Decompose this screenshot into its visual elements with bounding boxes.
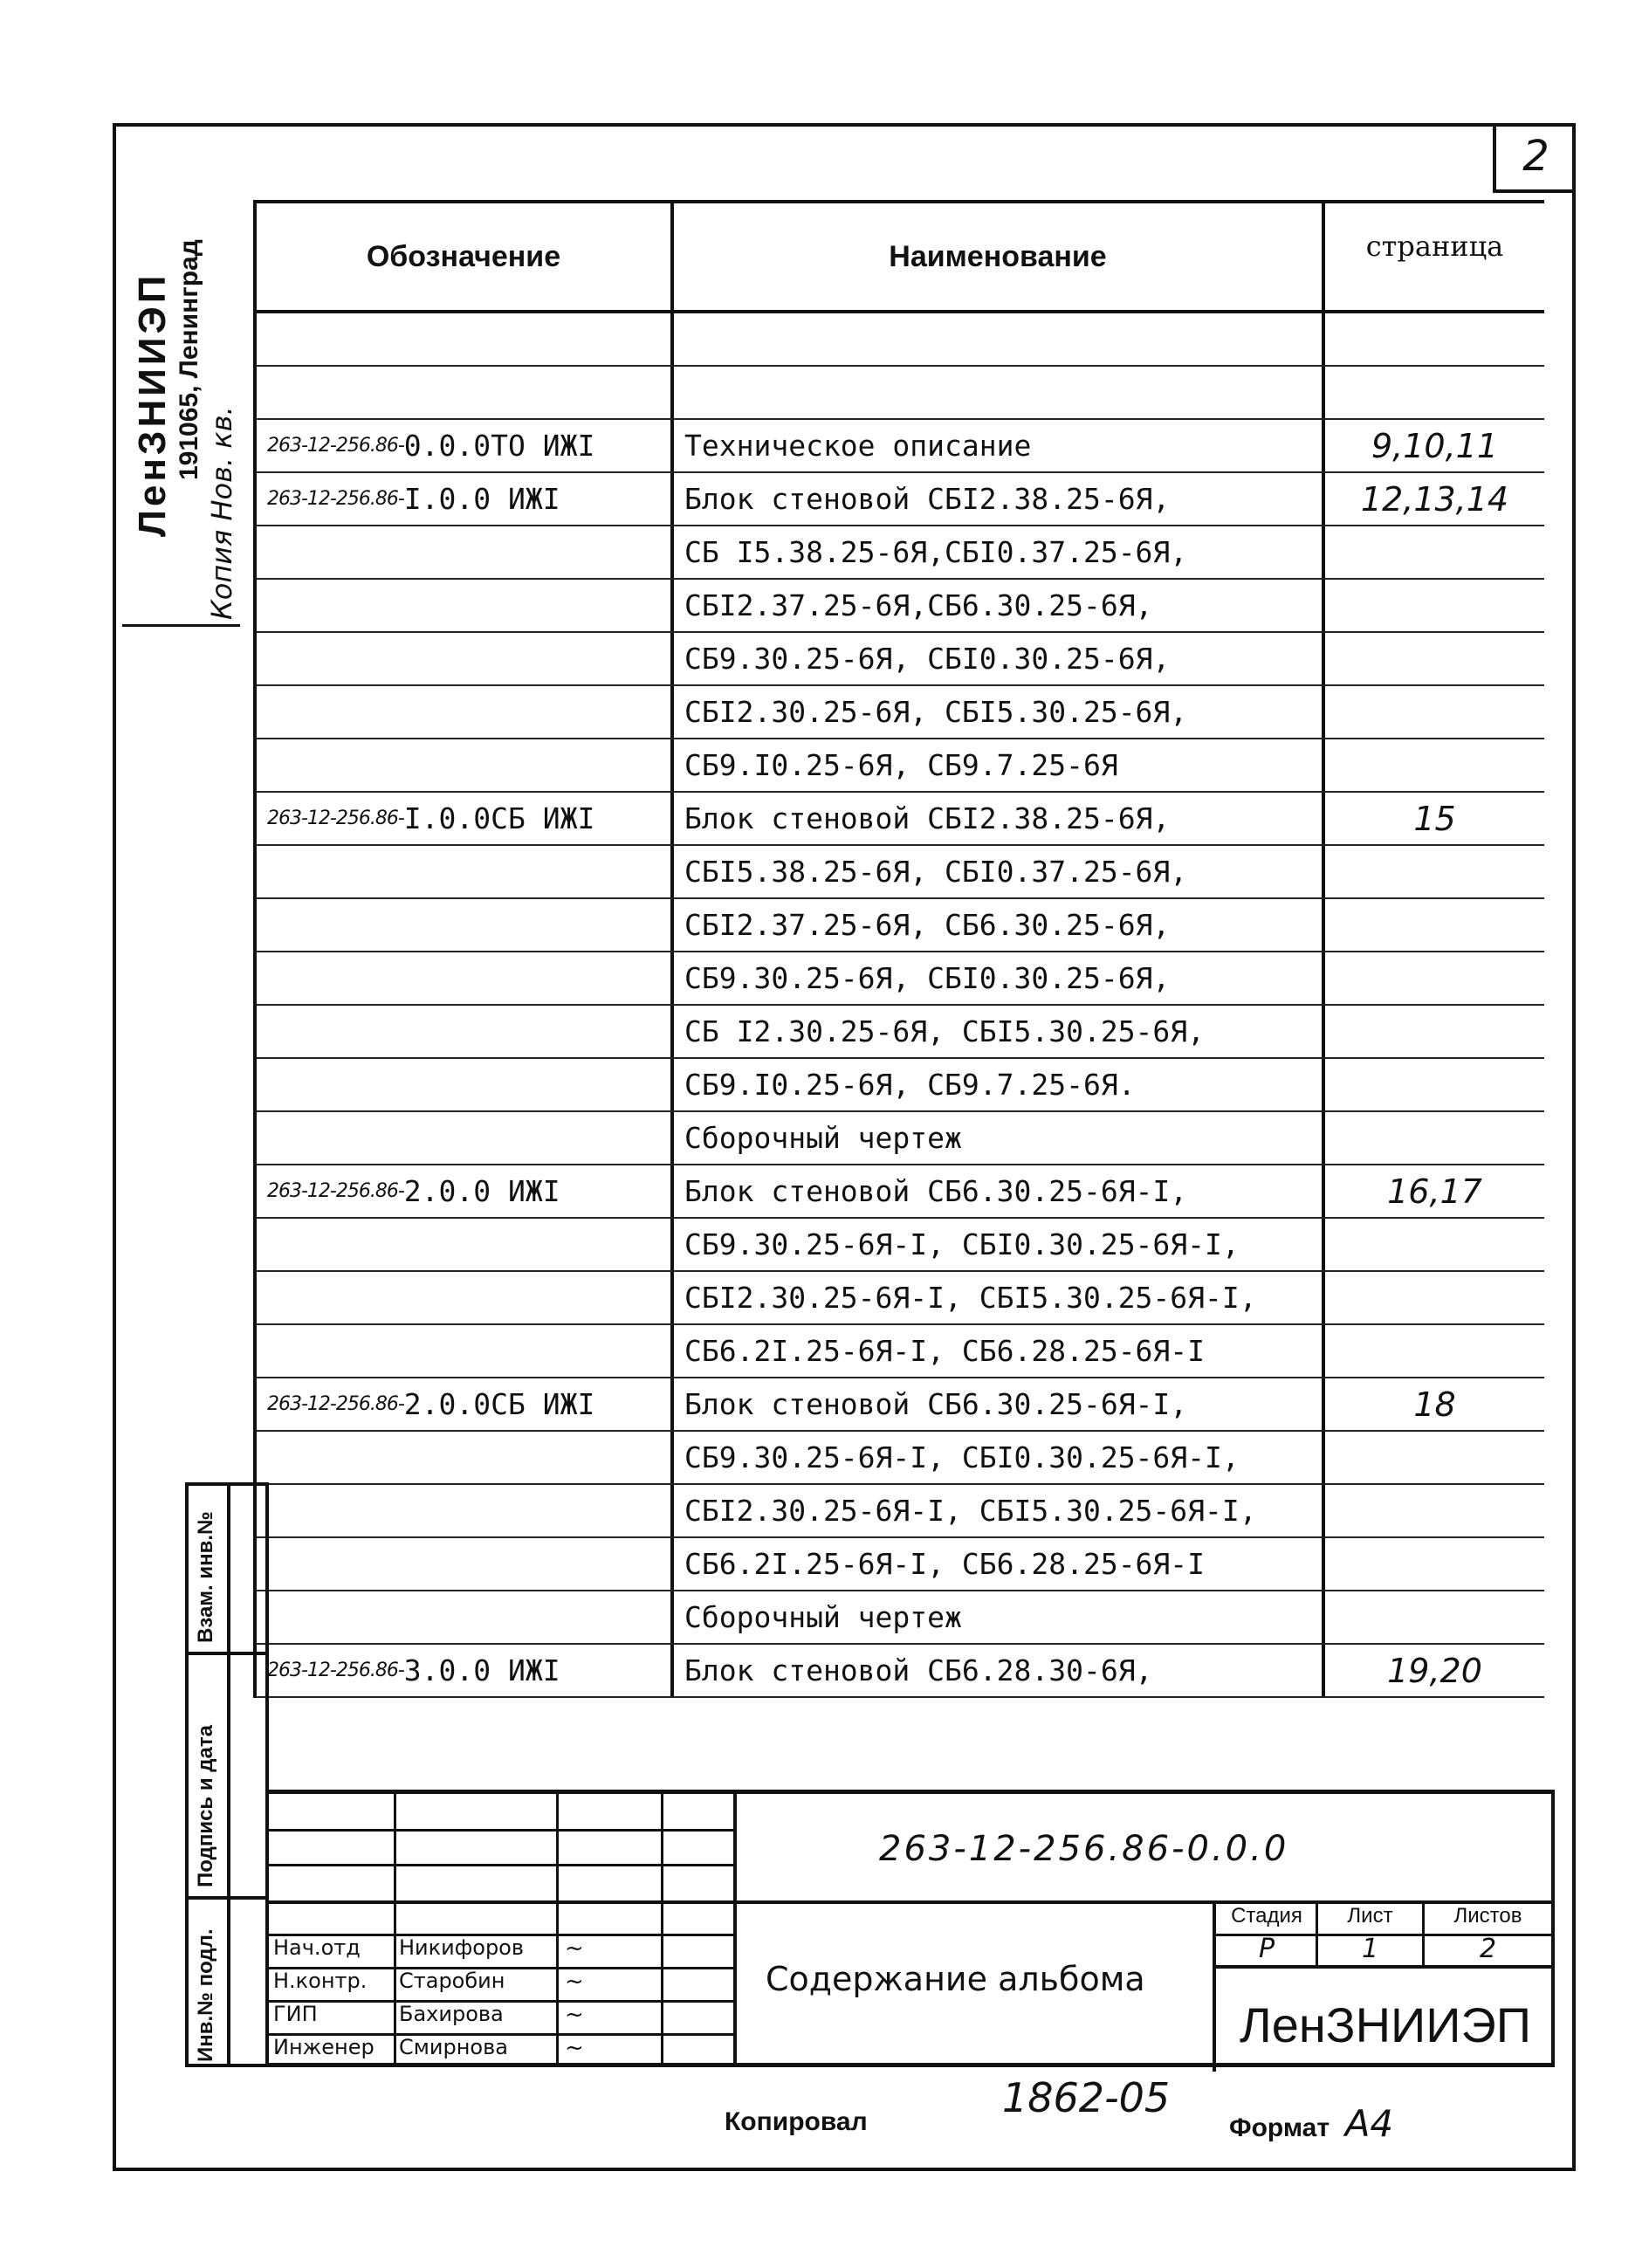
title-block bbox=[268, 1790, 1555, 2067]
name-cell: СБ9.I0.25-6Я, СБ9.7.25-6Я bbox=[674, 739, 1325, 791]
name-cell: Блок стеновой СБ6.30.25-6Я-I, bbox=[674, 1165, 1325, 1217]
signer-name: Смирнова bbox=[399, 2035, 508, 2059]
signature: ~ bbox=[565, 2002, 584, 2028]
table-row bbox=[257, 952, 1544, 1006]
table-header bbox=[257, 203, 1544, 313]
table-row bbox=[257, 1378, 1544, 1432]
page-cell bbox=[1325, 1112, 1544, 1164]
page-cell bbox=[1325, 367, 1544, 418]
designation-cell bbox=[257, 580, 674, 631]
designation-cell bbox=[257, 1165, 674, 1217]
name-cell: Блок стеновой СБ6.28.30-6Я, bbox=[674, 1645, 1325, 1696]
table-row bbox=[257, 739, 1544, 793]
copy-number: 1862-05 bbox=[1002, 2074, 1171, 2121]
designation-cell bbox=[257, 526, 674, 578]
name-cell: СБI5.38.25-6Я, СБI0.37.25-6Я, bbox=[674, 846, 1325, 897]
label-replace-inv: Взам. инв.№ bbox=[194, 1511, 217, 1643]
designation-prefix: 263-12-256.86- bbox=[267, 1180, 404, 1202]
header-name: Наименование bbox=[674, 203, 1325, 310]
designation-prefix: 263-12-256.86- bbox=[267, 808, 404, 829]
page-cell bbox=[1325, 526, 1544, 578]
page-number-box bbox=[1493, 123, 1576, 193]
name-cell: СБ9.30.25-6Я, СБI0.30.25-6Я, bbox=[674, 633, 1325, 684]
page-cell bbox=[1325, 1485, 1544, 1536]
page-cell bbox=[1325, 1591, 1544, 1643]
sheets-label: Листов bbox=[1453, 1904, 1522, 1928]
table-row bbox=[257, 793, 1544, 846]
designation-cell bbox=[257, 1645, 674, 1696]
stamp-org: ЛенЗНИИЭП bbox=[131, 271, 174, 537]
stamp-address: 191065, Ленинград bbox=[175, 239, 203, 480]
designation-cell bbox=[257, 1591, 674, 1643]
designation-cell bbox=[257, 1432, 674, 1483]
name-cell: Блок стеновой СБ6.30.25-6Я-I, bbox=[674, 1378, 1325, 1430]
table-row bbox=[257, 846, 1544, 899]
designation-cell bbox=[257, 846, 674, 897]
name-cell: Техническое описание bbox=[674, 420, 1325, 471]
signer-role: Инженер bbox=[273, 2035, 374, 2059]
label-sign-date: Подпись и дата bbox=[194, 1725, 217, 1887]
name-cell: СБ9.30.25-6Я, СБI0.30.25-6Я, bbox=[674, 952, 1325, 1004]
designation-suffix: I.0.0СБ ИЖI bbox=[403, 801, 595, 835]
designation-prefix: 263-12-256.86- bbox=[267, 1393, 404, 1415]
signer-name: Старобин bbox=[399, 1969, 505, 1993]
signer-role: ГИП bbox=[273, 2002, 318, 2026]
side-strip bbox=[185, 1482, 269, 2067]
designation-prefix: 263-12-256.86- bbox=[267, 1660, 404, 1681]
name-cell: СБ9.30.25-6Я-I, СБI0.30.25-6Я-I, bbox=[674, 1432, 1325, 1483]
page-cell bbox=[1325, 633, 1544, 684]
name-cell: СБ I5.38.25-6Я,СБI0.37.25-6Я, bbox=[674, 526, 1325, 578]
page-cell bbox=[1325, 1432, 1544, 1483]
table-row bbox=[257, 899, 1544, 952]
header-page: страница bbox=[1365, 230, 1504, 263]
table-row bbox=[257, 686, 1544, 739]
name-cell: Блок стеновой СБI2.38.25-6Я, bbox=[674, 793, 1325, 844]
name-cell: СБI2.37.25-6Я,СБ6.30.25-6Я, bbox=[674, 580, 1325, 631]
page-cell bbox=[1325, 846, 1544, 897]
name-cell: СБI2.30.25-6Я, СБI5.30.25-6Я, bbox=[674, 686, 1325, 738]
page-cell: 12,13,14 bbox=[1360, 479, 1509, 519]
table-row bbox=[257, 1219, 1544, 1272]
table-row bbox=[257, 313, 1544, 367]
designation-cell bbox=[257, 1538, 674, 1590]
signature: ~ bbox=[565, 2035, 584, 2061]
page-cell bbox=[1325, 686, 1544, 738]
doc-code: 263-12-256.86-0.0.0 bbox=[879, 1829, 1289, 1869]
page-number: 2 bbox=[1522, 132, 1549, 181]
format-label: Формат bbox=[1229, 2113, 1330, 2142]
table-row bbox=[257, 526, 1544, 580]
designation-cell bbox=[257, 952, 674, 1004]
sheets-value: 2 bbox=[1479, 1934, 1497, 1964]
signature: ~ bbox=[565, 1935, 584, 1962]
table-row bbox=[257, 1112, 1544, 1165]
title-org: ЛенЗНИИЭП bbox=[1239, 1997, 1532, 2052]
name-cell: Сборочный чертеж bbox=[674, 1112, 1325, 1164]
page-cell bbox=[1325, 1538, 1544, 1590]
page-cell bbox=[1325, 1272, 1544, 1323]
page-cell bbox=[1325, 1219, 1544, 1270]
doc-title: Содержание альбома bbox=[766, 1960, 1145, 1998]
table-row bbox=[257, 580, 1544, 633]
page-cell bbox=[1325, 580, 1544, 631]
table-row bbox=[257, 473, 1544, 526]
name-cell: СБ9.I0.25-6Я, СБ9.7.25-6Я. bbox=[674, 1059, 1325, 1110]
designation-cell bbox=[257, 686, 674, 738]
table-row bbox=[257, 1165, 1544, 1219]
signer-name: Никифоров bbox=[399, 1935, 525, 1960]
stage-label: Стадия bbox=[1231, 1904, 1302, 1928]
designation-suffix: 2.0.0СБ ИЖI bbox=[403, 1387, 595, 1421]
table-row bbox=[257, 633, 1544, 686]
designation-prefix: 263-12-256.86- bbox=[267, 488, 404, 510]
designation-cell bbox=[257, 1272, 674, 1323]
table-row bbox=[257, 1538, 1544, 1591]
designation-cell bbox=[257, 1378, 674, 1430]
header-designation: Обозначение bbox=[257, 203, 674, 310]
table-row bbox=[257, 1272, 1544, 1325]
designation-suffix: 0.0.0ТО ИЖI bbox=[403, 429, 595, 463]
table-row bbox=[257, 1432, 1544, 1485]
designation-prefix: 263-12-256.86- bbox=[267, 435, 404, 457]
sheet-value: 1 bbox=[1361, 1934, 1379, 1964]
format-value: А4 bbox=[1344, 2102, 1394, 2145]
designation-suffix: 2.0.0 ИЖI bbox=[403, 1174, 560, 1208]
table-row bbox=[257, 1485, 1544, 1538]
name-cell: Сборочный чертеж bbox=[674, 1591, 1325, 1643]
table-row bbox=[257, 367, 1544, 420]
designation-suffix: I.0.0 ИЖI bbox=[403, 482, 560, 516]
page-cell: 19,20 bbox=[1387, 1651, 1482, 1690]
designation-cell bbox=[257, 739, 674, 791]
name-cell: СБI2.37.25-6Я, СБ6.30.25-6Я, bbox=[674, 899, 1325, 951]
label-inv-orig: Инв.№ подл. bbox=[194, 1928, 217, 2062]
page-cell bbox=[1325, 1059, 1544, 1110]
name-cell: СБ I2.30.25-6Я, СБI5.30.25-6Я, bbox=[674, 1006, 1325, 1057]
signer-name: Бахирова bbox=[399, 2002, 504, 2026]
signature: ~ bbox=[565, 1969, 584, 1995]
designation-cell bbox=[257, 1006, 674, 1057]
table-row bbox=[257, 1645, 1544, 1698]
page-cell: 15 bbox=[1413, 799, 1456, 838]
designation-cell bbox=[257, 313, 674, 365]
signer-role: Нач.отд bbox=[273, 1935, 361, 1960]
designation-cell bbox=[257, 473, 674, 525]
signer-role: Н.контр. bbox=[273, 1969, 368, 1993]
designation-cell bbox=[257, 367, 674, 418]
page-cell bbox=[1325, 899, 1544, 951]
name-cell: СБI2.30.25-6Я-I, СБI5.30.25-6Я-I, bbox=[674, 1272, 1325, 1323]
designation-cell bbox=[257, 1325, 674, 1377]
designation-cell bbox=[257, 1112, 674, 1164]
name-cell: СБ6.2I.25-6Я-I, СБ6.28.25-6Я-I bbox=[674, 1538, 1325, 1590]
format-field bbox=[1229, 2102, 1393, 2145]
designation-cell bbox=[257, 1219, 674, 1270]
organization-stamp bbox=[122, 131, 240, 627]
designation-cell bbox=[257, 1059, 674, 1110]
designation-suffix: 3.0.0 ИЖI bbox=[403, 1653, 560, 1687]
page-cell: 16,17 bbox=[1387, 1172, 1482, 1211]
copied-label: Копировал bbox=[725, 2107, 868, 2136]
page-cell bbox=[1325, 313, 1544, 365]
designation-cell bbox=[257, 793, 674, 844]
name-cell: СБI2.30.25-6Я-I, СБI5.30.25-6Я-I, bbox=[674, 1485, 1325, 1536]
table-row bbox=[257, 1006, 1544, 1059]
table-row bbox=[257, 1591, 1544, 1645]
designation-cell bbox=[257, 899, 674, 951]
stamp-note: Копия Нов. кв. bbox=[205, 406, 238, 620]
table-row bbox=[257, 420, 1544, 473]
designation-cell bbox=[257, 420, 674, 471]
designation-cell bbox=[257, 1485, 674, 1536]
name-cell: СБ9.30.25-6Я-I, СБI0.30.25-6Я-I, bbox=[674, 1219, 1325, 1270]
sheet-label: Лист bbox=[1347, 1904, 1393, 1928]
page-cell bbox=[1325, 952, 1544, 1004]
page-cell: 18 bbox=[1413, 1385, 1456, 1424]
contents-table bbox=[253, 200, 1544, 1698]
stage-value: Р bbox=[1258, 1934, 1275, 1964]
page-cell bbox=[1325, 1325, 1544, 1377]
name-cell: Блок стеновой СБI2.38.25-6Я, bbox=[674, 473, 1325, 525]
page-cell bbox=[1325, 1006, 1544, 1057]
name-cell bbox=[674, 367, 1325, 418]
page-cell: 9,10,11 bbox=[1371, 426, 1499, 465]
table-row bbox=[257, 1059, 1544, 1112]
designation-cell bbox=[257, 633, 674, 684]
name-cell bbox=[674, 313, 1325, 365]
page-cell bbox=[1325, 739, 1544, 791]
table-row bbox=[257, 1325, 1544, 1378]
name-cell: СБ6.2I.25-6Я-I, СБ6.28.25-6Я-I bbox=[674, 1325, 1325, 1377]
